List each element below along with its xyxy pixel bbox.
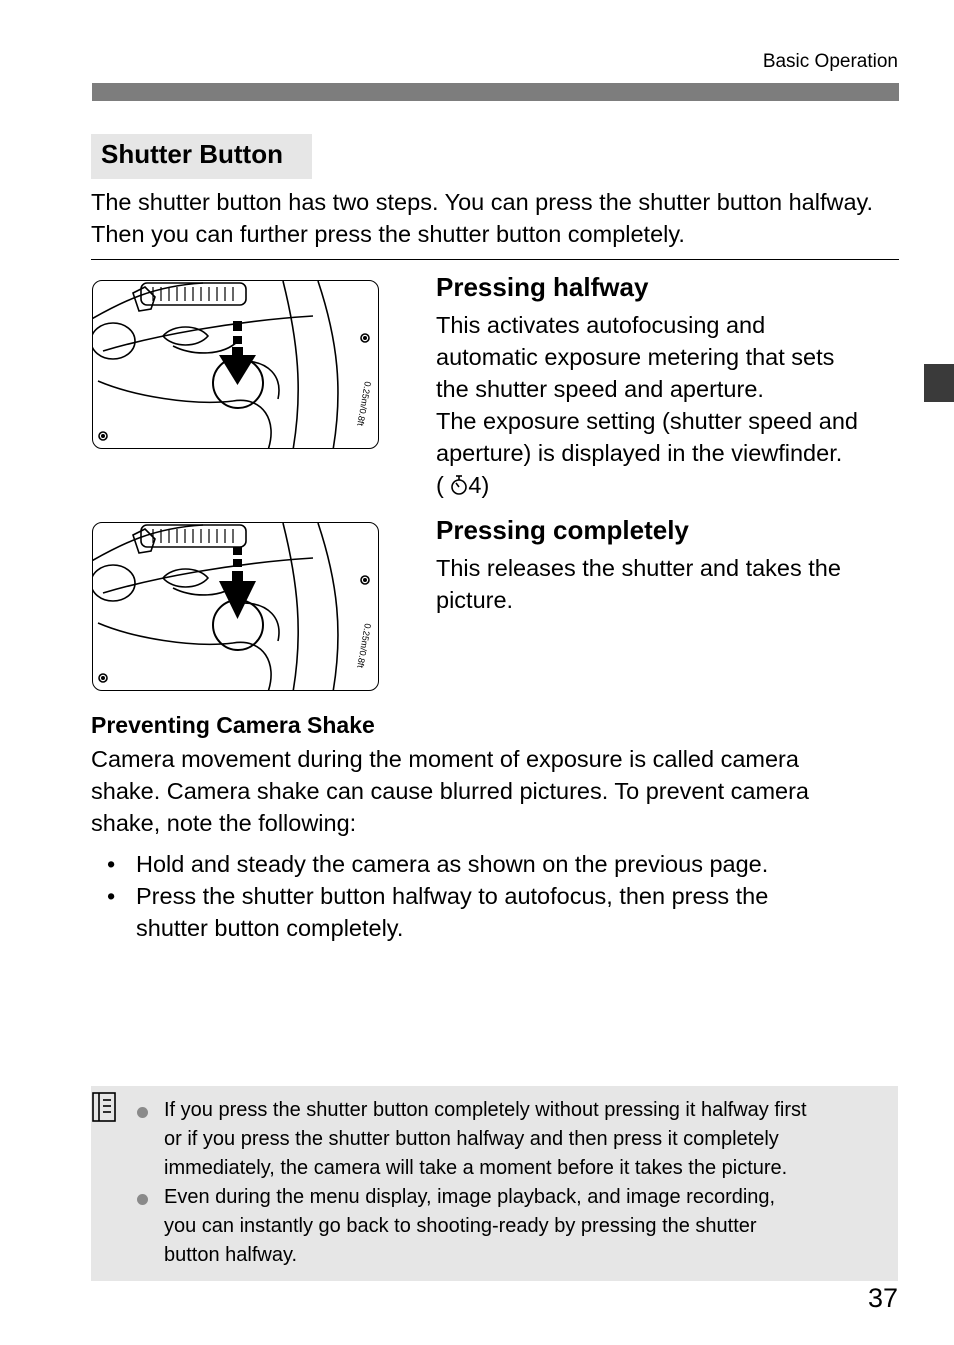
text-line: The exposure setting (shutter speed and bbox=[436, 408, 858, 434]
heading-camera-shake: Preventing Camera Shake bbox=[91, 712, 375, 738]
list-item bbox=[137, 1183, 877, 1270]
text-line: Press the shutter button halfway to autofocus, then press the bbox=[136, 883, 769, 909]
lens-distance-label: 0.25m/0.8ft bbox=[355, 622, 373, 669]
text-line: you can instantly go back to shooting-ready by pressing the shutter bbox=[164, 1215, 757, 1237]
text-line: Camera movement during the moment of exposure is called camera bbox=[91, 746, 799, 772]
section-title: Shutter Button bbox=[91, 134, 312, 179]
heading-pressing-halfway: Pressing halfway bbox=[436, 272, 649, 302]
illustration-press-completely bbox=[92, 522, 379, 691]
illustration-press-halfway bbox=[92, 280, 379, 449]
text-line: shake. Camera shake can cause blurred pictures. To prevent camera bbox=[91, 778, 809, 804]
bullet-dot bbox=[137, 1194, 148, 1205]
ref-page-number: 4 bbox=[468, 472, 482, 498]
text-line: This activates autofocusing and bbox=[436, 312, 766, 338]
arrow-down-icon bbox=[219, 547, 256, 619]
list-item bbox=[107, 880, 897, 944]
note-list bbox=[137, 1096, 877, 1270]
text-line: This releases the shutter and takes the bbox=[436, 555, 841, 581]
text-line: shutter button completely. bbox=[136, 915, 404, 941]
text-line: automatic exposure metering that sets bbox=[436, 344, 835, 370]
ref-close-paren: ) bbox=[481, 472, 490, 498]
lens-distance-label: 0.25m/0.8ft bbox=[355, 380, 373, 427]
chapter-tab bbox=[924, 364, 954, 402]
text-line: button halfway. bbox=[164, 1244, 298, 1266]
text-line: or if you press the shutter button halfway and then press it completely bbox=[164, 1128, 779, 1150]
text-line: Even during the menu display, image playback, and image recording, bbox=[164, 1186, 776, 1208]
bullet-marker: • bbox=[107, 883, 116, 909]
arrow-down-icon bbox=[219, 321, 256, 385]
text-line: If you press the shutter button completely without pressing it halfway first bbox=[164, 1099, 807, 1121]
ref-open-paren: ( bbox=[436, 472, 444, 498]
bullet-marker: • bbox=[107, 851, 116, 877]
stopwatch-icon bbox=[450, 475, 468, 495]
note-box bbox=[91, 1086, 898, 1281]
running-header: Basic Operation bbox=[762, 51, 898, 72]
memo-icon bbox=[91, 1090, 119, 1124]
completely-description bbox=[436, 552, 906, 616]
text-line: Hold and steady the camera as shown on the previous page. bbox=[136, 851, 769, 877]
header-bar bbox=[92, 83, 899, 101]
intro-text: The shutter button has two steps. You can press the shutter button halfway. Then you can further press the shutter button completely. bbox=[91, 189, 874, 247]
halfway-description bbox=[436, 309, 906, 501]
text-line: shake, note the following: bbox=[91, 810, 357, 836]
text-line: picture. bbox=[436, 587, 514, 613]
list-item bbox=[107, 848, 897, 880]
text-line: aperture) is displayed in the viewfinder. bbox=[436, 440, 843, 466]
tips-list bbox=[107, 848, 897, 944]
text-line: the shutter speed and aperture. bbox=[436, 376, 764, 402]
divider bbox=[91, 259, 899, 260]
text-line: immediately, the camera will take a moment before it takes the picture. bbox=[164, 1157, 788, 1179]
heading-pressing-completely: Pressing completely bbox=[436, 515, 689, 545]
page-reference bbox=[436, 469, 906, 501]
camera-shake-text bbox=[91, 743, 891, 839]
page-number: 37 bbox=[867, 1283, 898, 1313]
bullet-dot bbox=[137, 1107, 148, 1118]
list-item bbox=[137, 1096, 877, 1183]
